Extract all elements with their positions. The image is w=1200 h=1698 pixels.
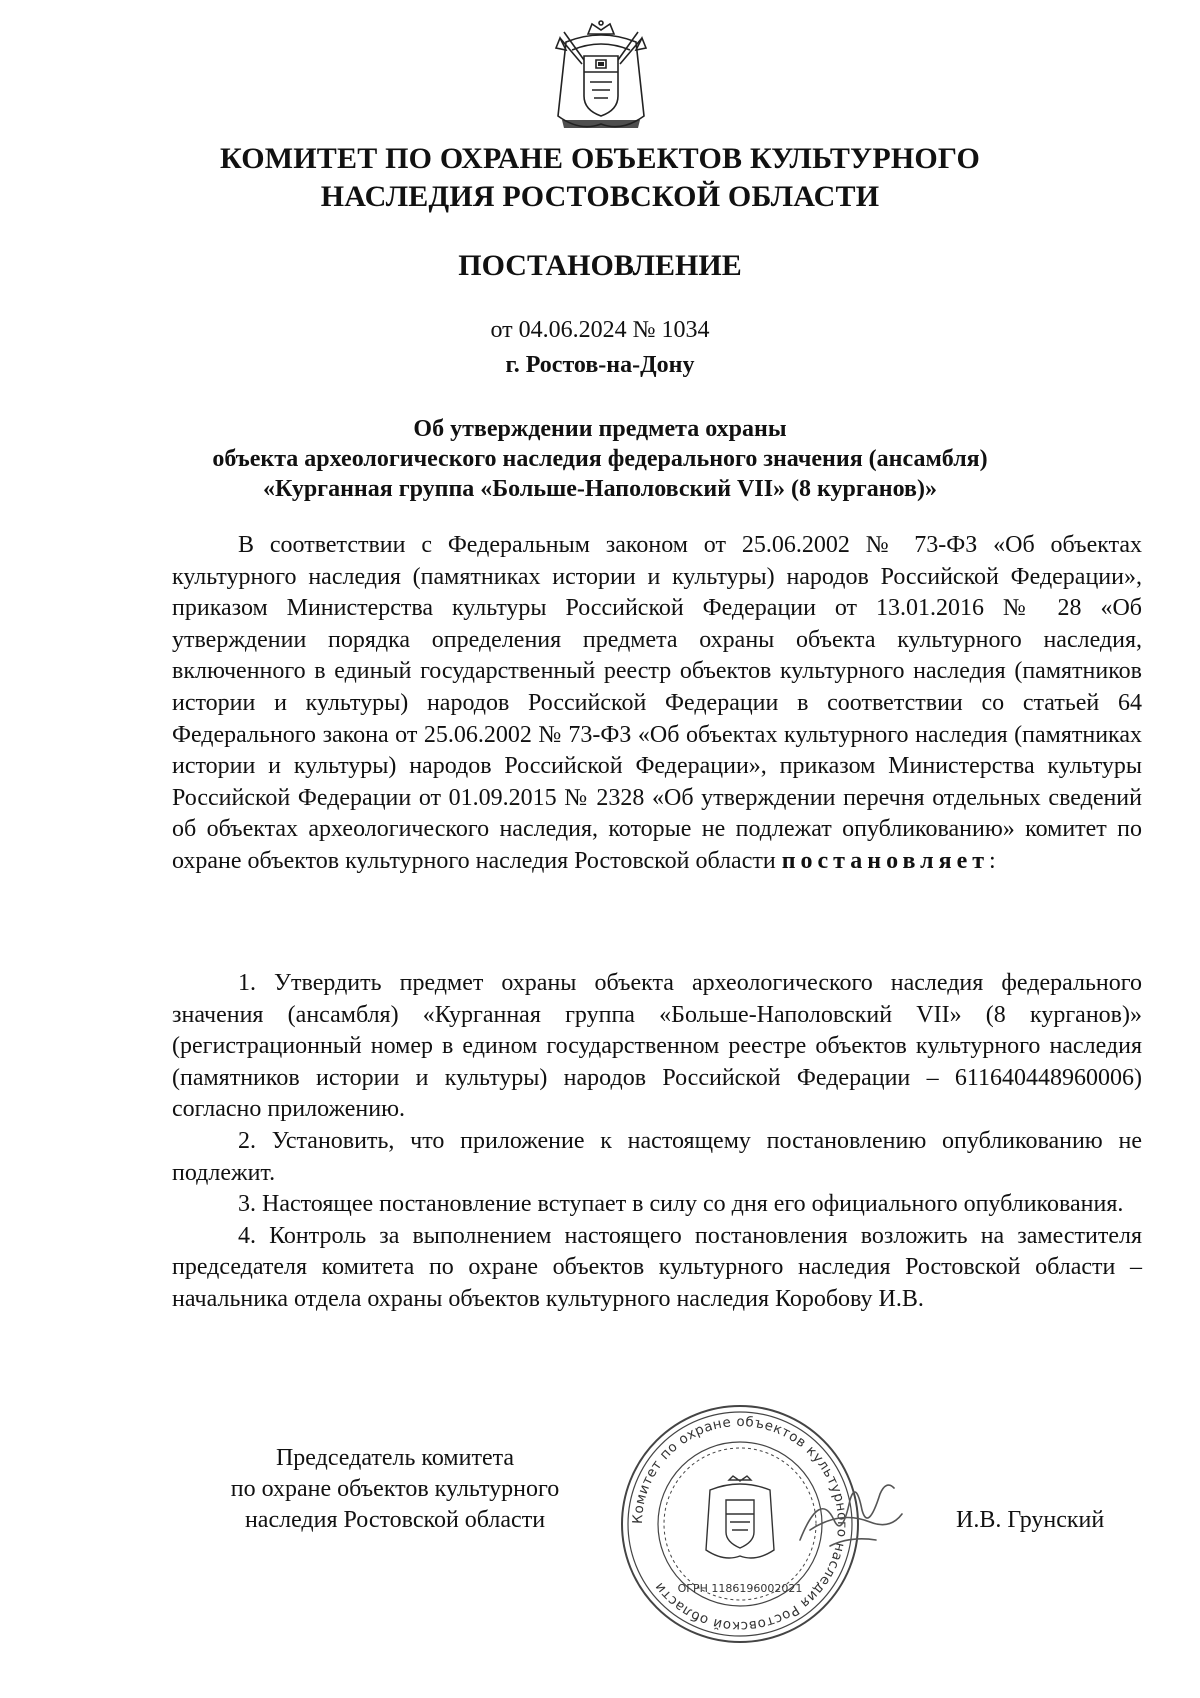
position-line3: наследия Ростовской области <box>244 1507 546 1533</box>
decree-point: 2. Установить, что приложение к настоящему постановлению опубликованию не подлежит. <box>172 1127 1142 1186</box>
org-title-line1: КОМИТЕТ ПО ОХРАНЕ ОБЪЕКТОВ КУЛЬТУРНОГО <box>220 142 980 175</box>
signatory-position <box>190 1443 600 1536</box>
organization-title <box>0 140 1200 216</box>
position-line2: по охране объектов культурного <box>230 1476 560 1502</box>
decree-point: 4. Контроль за выполнением настоящего постановления возложить на заместителя председателя комитета по охране объектов культурного наследия Ростовской области – начальника отдела охраны объектов культурного наследия Коробову И.В. <box>172 1222 1142 1312</box>
decree-points <box>172 968 1142 1316</box>
document-city: г. Ростов-на-Дону <box>505 352 695 378</box>
subject-line2: объекта археологического наследия федерального значения (ансамбля) <box>212 446 988 472</box>
preamble-paragraph <box>172 530 1142 878</box>
handwritten-signature-icon <box>790 1470 910 1560</box>
document-type: ПОСТАНОВЛЕНИЕ <box>458 249 742 282</box>
decree-keyword: постановляет <box>781 847 990 874</box>
subject-line3: «Курганная группа «Больше-Наполовский VII» (8 курганов)» <box>263 476 937 502</box>
coat-of-arms-icon <box>552 20 650 138</box>
decree-point: 3. Настоящее постановление вступает в силу со дня его официального опубликования. <box>238 1191 1124 1218</box>
document-subject <box>0 414 1200 504</box>
org-title-line2: НАСЛЕДИЯ РОСТОВСКОЙ ОБЛАСТИ <box>320 180 880 213</box>
seal-id: ОГРН 1186196002021 <box>677 1582 803 1595</box>
preamble-text: В соответствии с Федеральным законом от 25.06.2002 № 73-ФЗ «Об объектах культурного наследия (памятниках истории и культуры) народов Российской Федерации», приказом Министерства культуры Российской Федерации от 13.01.2016 № 28 «Об утверждении порядка определения предмета охраны объекта культурного наследия, включенного в единый государственный реестр объектов культурного наследия (памятников истории и культуры) народов Российской Федерации в соответствии со статьей 64 Федерального закона от 25.06.2002 № 73-ФЗ «Об объектах культурного наследия (памятниках истории и культуры) народов Российской Федерации», приказом Министерства культуры Российской Федерации от 01.09.2015 № 2328 «Об утверждении перечня отдельных сведений об объектах археологического наследия, которые не подлежат опубликованию» комитет по охране объектов культурного наследия Ростовской области <box>172 532 1142 874</box>
position-line1: Председатель комитета <box>275 1445 515 1471</box>
preamble-end: : <box>989 847 996 874</box>
subject-line1: Об утверждении предмета охраны <box>413 416 787 442</box>
signatory-name: И.В. Грунский <box>956 1507 1105 1533</box>
seal-text: Комитет по охране объектов культурного наследия Ростовской области <box>629 1413 851 1635</box>
decree-point: 1. Утвердить предмет охраны объекта археологического наследия федерального значения (ансамбля) «Курганная группа «Больше-Наполовский VII» (8 курганов)» (регистрационный номер в едином государственном реестре объектов культурного наследия (памятников истории и культуры) народов Российской Федерации – 611640448960006) согласно приложению. <box>172 970 1142 1123</box>
document-date-number: от 04.06.2024 № 1034 <box>490 317 710 343</box>
